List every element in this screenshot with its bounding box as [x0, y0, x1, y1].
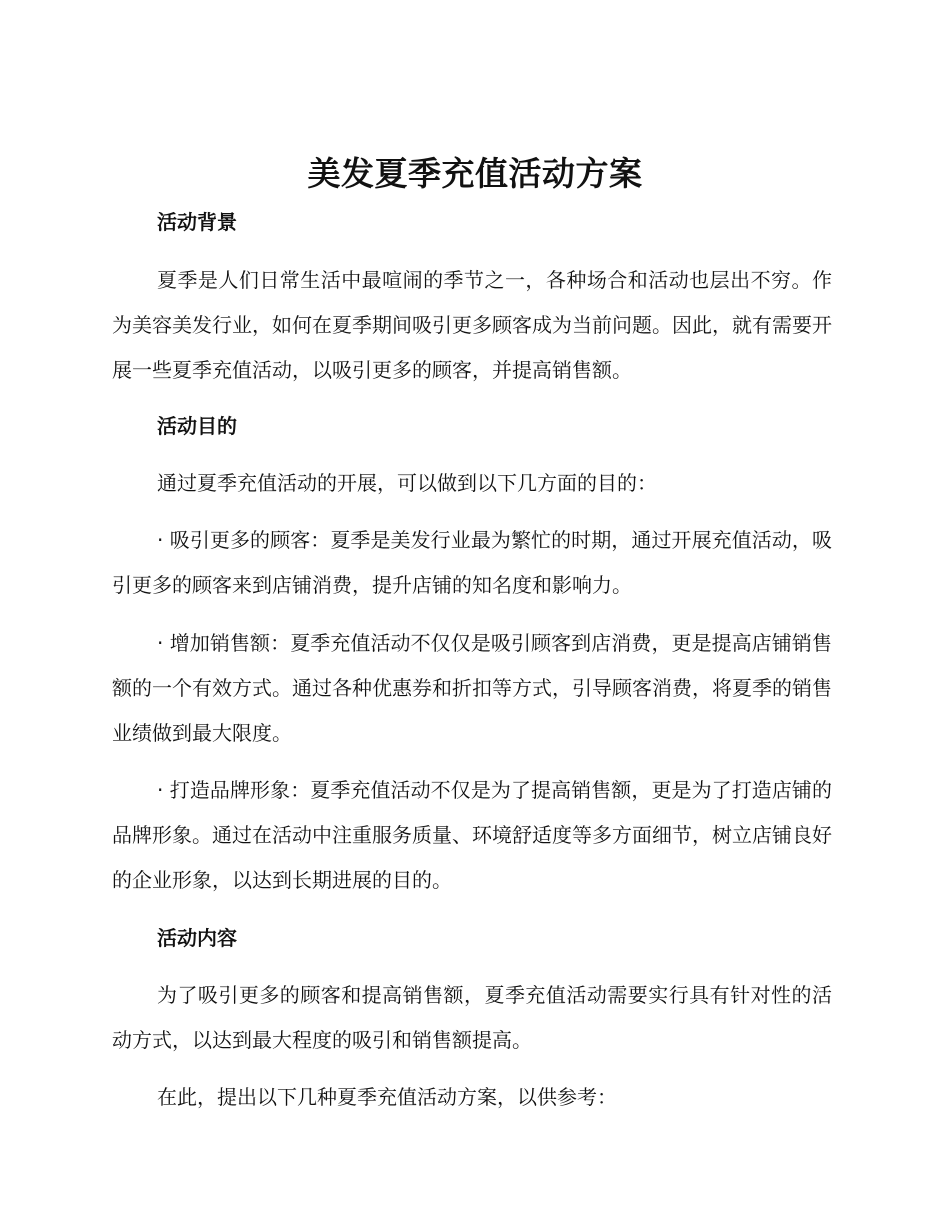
purpose-bullet-attract-customers: · 吸引更多的顾客：夏季是美发行业最为繁忙的时期，通过开展充值活动，吸引更多的顾客来到店铺消费，提升店铺的知名度和影响力。 [112, 528, 832, 597]
content-paragraph-1: 为了吸引更多的顾客和提高销售额，夏季充值活动需要实行具有针对性的活动方式，以达到最大程度的吸引和销售额提高。 [112, 983, 832, 1052]
section-heading-background: 活动背景 [157, 210, 237, 234]
purpose-bullet-increase-sales: · 增加销售额：夏季充值活动不仅仅是吸引顾客到店消费，更是提高店铺销售额的一个有效方式。通过各种优惠券和折扣等方式，引导顾客消费，将夏季的销售业绩做到最大限度。 [112, 631, 832, 745]
section-heading-purpose: 活动目的 [157, 414, 237, 438]
document-title: 美发夏季充值活动方案 [307, 154, 643, 193]
content-paragraph-2: 在此，提出以下几种夏季充值活动方案，以供参考： [157, 1085, 617, 1109]
section-heading-content: 活动内容 [157, 926, 237, 950]
purpose-bullet-brand-image: · 打造品牌形象：夏季充值活动不仅是为了提高销售额，更是为了打造店铺的品牌形象。通过在活动中注重服务质量、环境舒适度等多方面细节，树立店铺良好的企业形象，以达到长期进展的目的。 [112, 778, 832, 892]
background-paragraph: 夏季是人们日常生活中最喧闹的季节之一，各种场合和活动也层出不穷。作为美容美发行业，如何在夏季期间吸引更多顾客成为当前问题。因此，就有需要开展一些夏季充值活动，以吸引更多的顾客，并提高销售额。 [112, 268, 832, 382]
purpose-intro-paragraph: 通过夏季充值活动的开展，可以做到以下几方面的目的： [157, 471, 657, 495]
